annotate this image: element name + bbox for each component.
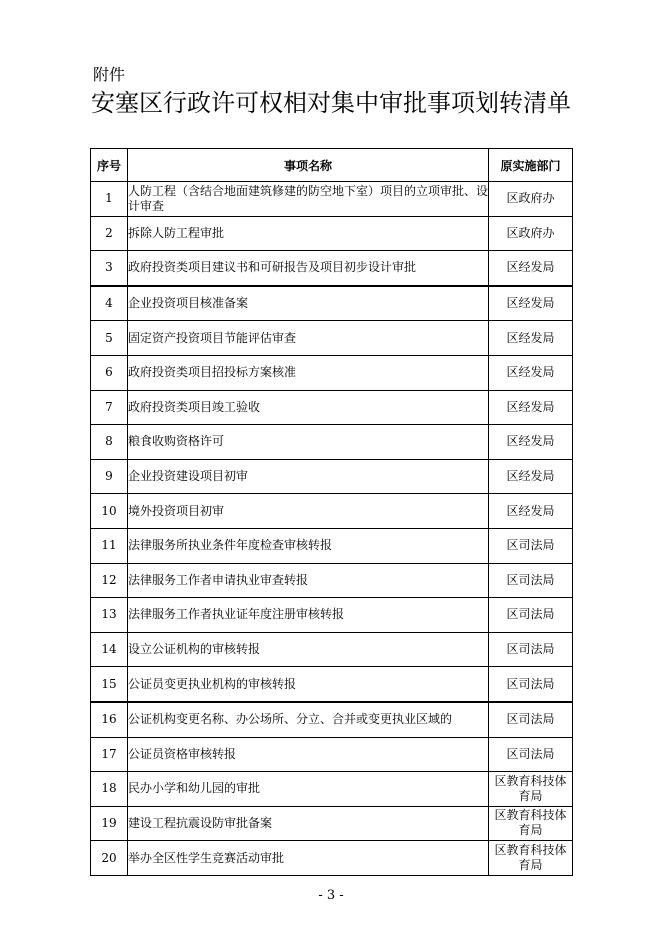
table-row: [91, 702, 573, 737]
header-department: 原实施部门: [489, 149, 573, 182]
row-item-name: 法律服务所执业条件年度检查审核转报: [128, 528, 489, 563]
row-department: 区经发局: [489, 251, 573, 286]
row-item-name: 粮食收购资格许可: [128, 425, 489, 460]
row-department: 区政府办: [489, 182, 573, 217]
table-row: [91, 459, 573, 494]
row-department: 区司法局: [489, 632, 573, 667]
row-number: 2: [91, 216, 128, 251]
row-number: 12: [91, 563, 128, 598]
table-header-row: [91, 149, 573, 182]
table-row: [91, 632, 573, 667]
page-number: - 3 -: [318, 888, 344, 903]
row-number: 17: [91, 737, 128, 772]
row-number: 20: [91, 841, 128, 876]
row-department: 区司法局: [489, 737, 573, 772]
row-item-name: 人防工程（含结合地面建筑修建的防空地下室）项目的立项审批、设计审查: [128, 182, 489, 217]
table-row: [91, 737, 573, 772]
row-department: 区经发局: [489, 355, 573, 390]
row-item-name: 公证员变更执业机构的审核转报: [128, 667, 489, 702]
row-item-name: 民办小学和幼儿园的审批: [128, 772, 489, 807]
transfer-list-table: [90, 148, 573, 876]
row-department: 区司法局: [489, 563, 573, 598]
row-number: 8: [91, 425, 128, 460]
row-department: 区经发局: [489, 494, 573, 529]
row-number: 4: [91, 286, 128, 321]
row-number: 16: [91, 702, 128, 737]
row-number: 3: [91, 251, 128, 286]
table-row: [91, 598, 573, 633]
table-row: [91, 667, 573, 702]
table-row: [91, 563, 573, 598]
row-number: 1: [91, 182, 128, 217]
row-item-name: 举办全区性学生竞赛活动审批: [128, 841, 489, 876]
row-number: 6: [91, 355, 128, 390]
row-item-name: 政府投资类项目招投标方案核准: [128, 355, 489, 390]
table-row: [91, 321, 573, 356]
table-row: [91, 528, 573, 563]
row-department: 区政府办: [489, 216, 573, 251]
row-number: 14: [91, 632, 128, 667]
table-row: [91, 390, 573, 425]
row-number: 10: [91, 494, 128, 529]
row-department: 区经发局: [489, 459, 573, 494]
header-item-name: 事项名称: [128, 149, 489, 182]
table-row: [91, 806, 573, 841]
row-item-name: 境外投资项目初审: [128, 494, 489, 529]
row-number: 9: [91, 459, 128, 494]
row-item-name: 公证员资格审核转报: [128, 737, 489, 772]
row-item-name: 法律服务工作者申请执业审查转报: [128, 563, 489, 598]
table-row: [91, 286, 573, 321]
row-item-name: 公证机构变更名称、办公场所、分立、合并或变更执业区域的: [128, 702, 489, 737]
table-row: [91, 355, 573, 390]
row-item-name: 拆除人防工程审批: [128, 216, 489, 251]
row-number: 11: [91, 528, 128, 563]
row-department: 区司法局: [489, 667, 573, 702]
row-number: 7: [91, 390, 128, 425]
row-department: 区教育科技体育局: [489, 806, 573, 841]
row-number: 13: [91, 598, 128, 633]
row-item-name: 企业投资建设项目初审: [128, 459, 489, 494]
row-number: 18: [91, 772, 128, 807]
attachment-label: 附件: [93, 65, 126, 84]
row-number: 15: [91, 667, 128, 702]
row-number: 5: [91, 321, 128, 356]
table-row: [91, 425, 573, 460]
row-item-name: 固定资产投资项目节能评估审查: [128, 321, 489, 356]
table-row: [91, 216, 573, 251]
table-row: [91, 841, 573, 876]
header-number: 序号: [91, 149, 128, 182]
table-row: [91, 494, 573, 529]
row-department: 区教育科技体育局: [489, 772, 573, 807]
row-item-name: 建设工程抗震设防审批备案: [128, 806, 489, 841]
row-item-name: 企业投资项目核准备案: [128, 286, 489, 321]
row-department: 区经发局: [489, 425, 573, 460]
row-department: 区经发局: [489, 390, 573, 425]
document-title: 安塞区行政许可权相对集中审批事项划转清单: [91, 89, 571, 117]
row-department: 区司法局: [489, 702, 573, 737]
row-department: 区司法局: [489, 528, 573, 563]
row-department: 区司法局: [489, 598, 573, 633]
table-row: [91, 251, 573, 286]
table-row: [91, 772, 573, 807]
table-row: [91, 182, 573, 217]
row-number: 19: [91, 806, 128, 841]
table-body: [91, 182, 573, 876]
row-department: 区经发局: [489, 286, 573, 321]
row-item-name: 政府投资类项目建议书和可研报告及项目初步设计审批: [128, 251, 489, 286]
row-department: 区教育科技体育局: [489, 841, 573, 876]
row-item-name: 设立公证机构的审核转报: [128, 632, 489, 667]
row-item-name: 法律服务工作者执业证年度注册审核转报: [128, 598, 489, 633]
row-department: 区经发局: [489, 321, 573, 356]
row-item-name: 政府投资类项目竣工验收: [128, 390, 489, 425]
